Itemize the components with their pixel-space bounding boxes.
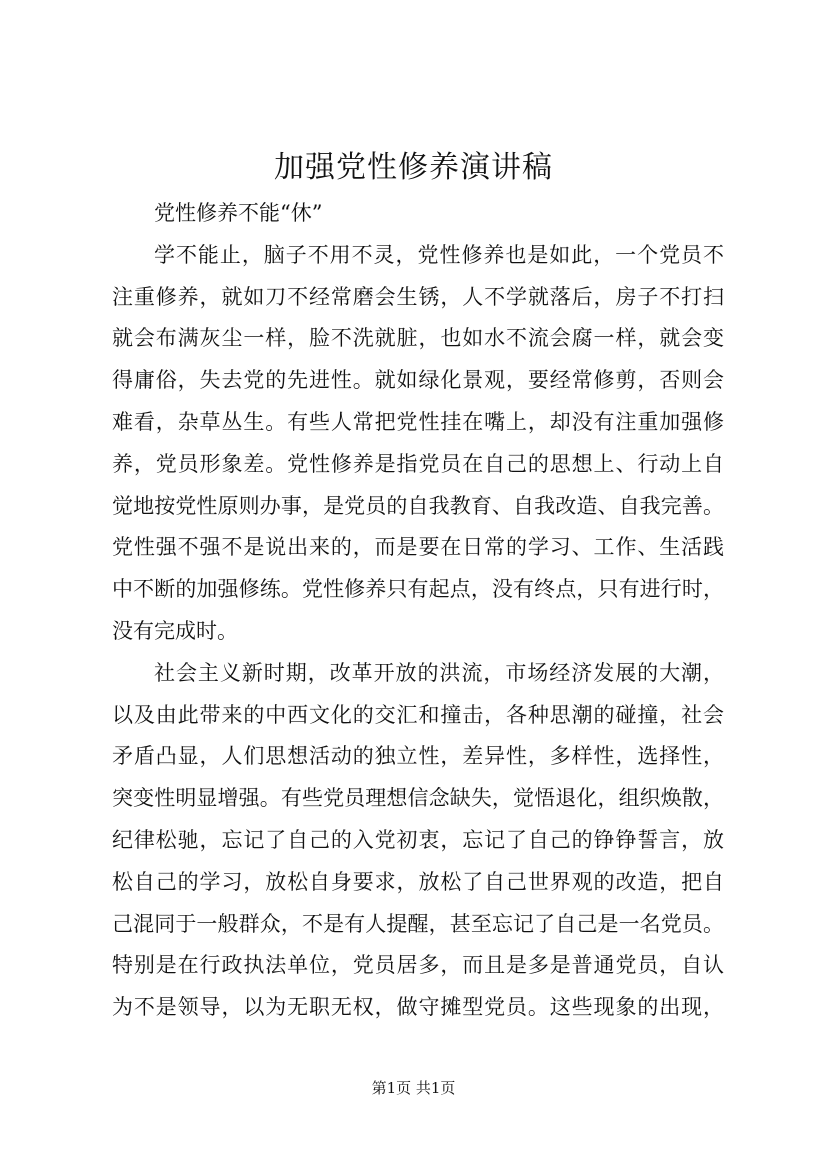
text-line: 觉地按党性原则办事，是党员的自我教育、自我改造、自我完善。 — [112, 493, 724, 518]
text-line: 没有完成时。 — [112, 618, 238, 643]
text-line: 中不断的加强修练。党性修养只有起点，没有终点，只有进行时， — [112, 577, 724, 602]
text-line: 矛盾凸显，人们思想活动的独立性，差异性，多样性，选择性， — [112, 744, 724, 769]
text-line: 得庸俗，失去党的先进性。就如绿化景观，要经常修剪，否则会 — [112, 368, 724, 393]
text-line: 己混同于一般群众，不是有人提醒，甚至忘记了自己是一名党员。 — [112, 911, 724, 936]
text-line: 注重修养，就如刀不经常磨会生锈，人不学就落后，房子不打扫 — [112, 284, 724, 309]
text-line: 党性强不强不是说出来的，而是要在日常的学习、工作、生活践 — [112, 535, 724, 560]
document-title: 加强党性修养演讲稿 — [274, 150, 553, 185]
text-line: 突变性明显增强。有些党员理想信念缺失，觉悟退化，组织焕散， — [112, 786, 724, 811]
page-footer: 第1页 共1页 — [371, 1079, 456, 1097]
text-line: 就会布满灰尘一样，脸不洗就脏，也如水不流会腐一样，就会变 — [112, 326, 724, 351]
document-body — [112, 193, 724, 1029]
text-line: 养，党员形象差。党性修养是指党员在自己的思想上、行动上自 — [112, 451, 724, 476]
text-line: 社会主义新时期，改革开放的洪流，市场经济发展的大潮， — [154, 660, 724, 685]
text-line: 难看，杂草丛生。有些人常把党性挂在嘴上，却没有注重加强修 — [112, 409, 724, 434]
text-line: 以及由此带来的中西文化的交汇和撞击，各种思潮的碰撞，社会 — [112, 702, 724, 727]
text-line: 为不是领导，以为无职无权，做守摊型党员。这些现象的出现， — [112, 995, 724, 1020]
text-line: 学不能止，脑子不用不灵，党性修养也是如此，一个党员不 — [154, 242, 724, 267]
text-line: 松自己的学习，放松自身要求，放松了自己世界观的改造，把自 — [112, 869, 724, 894]
text-line: 特别是在行政执法单位，党员居多，而且是多是普通党员，自认 — [112, 953, 724, 978]
text-line: 党性修养不能“休” — [154, 201, 323, 225]
text-line: 纪律松驰，忘记了自己的入党初衷，忘记了自己的铮铮誓言，放 — [112, 827, 724, 852]
